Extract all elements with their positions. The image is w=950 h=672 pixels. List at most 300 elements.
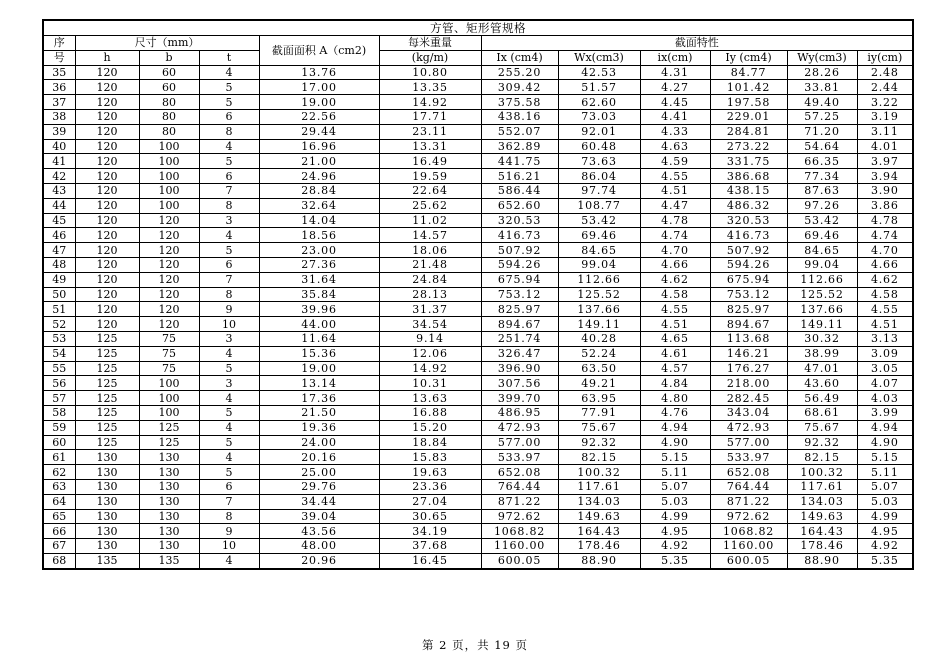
- cell-iy-inertia: 675.94: [710, 272, 787, 287]
- cell-wx: 112.66: [558, 272, 640, 287]
- cell-iy-radius: 2.48: [857, 65, 913, 80]
- cell-wy: 87.63: [787, 183, 857, 198]
- cell-no: 39: [43, 124, 75, 139]
- cell-no: 49: [43, 272, 75, 287]
- cell-ix-radius: 4.62: [640, 272, 710, 287]
- cell-wx: 49.21: [558, 376, 640, 391]
- header-no-top: 序: [43, 36, 75, 51]
- cell-t: 4: [199, 346, 259, 361]
- table-row: [43, 243, 913, 258]
- cell-t: 8: [199, 287, 259, 302]
- cell-iy-inertia: 101.42: [710, 80, 787, 95]
- cell-ix-inertia: 552.07: [481, 124, 558, 139]
- cell-ix-radius: 4.74: [640, 228, 710, 243]
- cell-area: 20.16: [259, 450, 379, 465]
- cell-ix-radius: 4.84: [640, 376, 710, 391]
- cell-weight: 12.06: [379, 346, 481, 361]
- cell-ix-inertia: 516.21: [481, 169, 558, 184]
- cell-iy-radius: 5.07: [857, 479, 913, 494]
- table-row: [43, 154, 913, 169]
- cell-wx: 92.01: [558, 124, 640, 139]
- cell-area: 22.56: [259, 109, 379, 124]
- cell-t: 6: [199, 257, 259, 272]
- cell-ix-radius: 4.99: [640, 509, 710, 524]
- cell-no: 62: [43, 465, 75, 480]
- cell-iy-inertia: 416.73: [710, 228, 787, 243]
- cell-b: 100: [139, 154, 199, 169]
- cell-iy-radius: 4.66: [857, 257, 913, 272]
- cell-wy: 88.90: [787, 553, 857, 568]
- cell-area: 16.96: [259, 139, 379, 154]
- cell-t: 4: [199, 391, 259, 406]
- header-h: h: [75, 50, 139, 65]
- cell-wy: 137.66: [787, 302, 857, 317]
- cell-t: 5: [199, 465, 259, 480]
- header-wy: Wy(cm3): [787, 50, 857, 65]
- cell-iy-radius: 4.78: [857, 213, 913, 228]
- cell-no: 67: [43, 539, 75, 554]
- cell-area: 29.44: [259, 124, 379, 139]
- cell-wy: 57.25: [787, 109, 857, 124]
- cell-h: 120: [75, 317, 139, 332]
- cell-b: 100: [139, 405, 199, 420]
- cell-ix-radius: 4.63: [640, 139, 710, 154]
- table-row: [43, 405, 913, 420]
- cell-no: 36: [43, 80, 75, 95]
- cell-wx: 137.66: [558, 302, 640, 317]
- cell-iy-inertia: 218.00: [710, 376, 787, 391]
- cell-area: 44.00: [259, 317, 379, 332]
- cell-weight: 14.92: [379, 95, 481, 110]
- cell-ix-radius: 4.70: [640, 243, 710, 258]
- cell-b: 100: [139, 169, 199, 184]
- table-title: 方管、矩形管规格: [43, 20, 913, 36]
- cell-iy-inertia: 972.62: [710, 509, 787, 524]
- cell-ix-radius: 4.78: [640, 213, 710, 228]
- cell-ix-inertia: 326.47: [481, 346, 558, 361]
- cell-wx: 88.90: [558, 553, 640, 568]
- cell-t: 5: [199, 435, 259, 450]
- cell-iy-inertia: 577.00: [710, 435, 787, 450]
- cell-area: 34.44: [259, 494, 379, 509]
- cell-weight: 13.63: [379, 391, 481, 406]
- cell-wy: 112.66: [787, 272, 857, 287]
- cell-h: 120: [75, 80, 139, 95]
- cell-h: 120: [75, 198, 139, 213]
- cell-h: 130: [75, 524, 139, 539]
- table-row: [43, 317, 913, 332]
- cell-ix-inertia: 764.44: [481, 479, 558, 494]
- cell-b: 80: [139, 124, 199, 139]
- table-row: [43, 346, 913, 361]
- cell-ix-inertia: 309.42: [481, 80, 558, 95]
- cell-wy: 134.03: [787, 494, 857, 509]
- cell-no: 68: [43, 553, 75, 568]
- header-size-group: 尺寸（mm）: [75, 36, 259, 51]
- cell-t: 5: [199, 95, 259, 110]
- cell-t: 6: [199, 479, 259, 494]
- cell-weight: 34.54: [379, 317, 481, 332]
- cell-no: 66: [43, 524, 75, 539]
- cell-wy: 38.99: [787, 346, 857, 361]
- cell-ix-radius: 4.61: [640, 346, 710, 361]
- cell-ix-radius: 4.92: [640, 539, 710, 554]
- cell-weight: 25.62: [379, 198, 481, 213]
- cell-iy-inertia: 894.67: [710, 317, 787, 332]
- cell-iy-radius: 3.19: [857, 109, 913, 124]
- cell-iy-inertia: 594.26: [710, 257, 787, 272]
- cell-h: 125: [75, 420, 139, 435]
- cell-wy: 97.26: [787, 198, 857, 213]
- cell-wy: 117.61: [787, 479, 857, 494]
- cell-h: 130: [75, 539, 139, 554]
- cell-h: 120: [75, 65, 139, 80]
- cell-no: 58: [43, 405, 75, 420]
- cell-wy: 100.32: [787, 465, 857, 480]
- cell-iy-inertia: 825.97: [710, 302, 787, 317]
- cell-wx: 82.15: [558, 450, 640, 465]
- table-row: [43, 109, 913, 124]
- header-no-bottom: 号: [43, 50, 75, 65]
- cell-wx: 69.46: [558, 228, 640, 243]
- cell-wx: 117.61: [558, 479, 640, 494]
- cell-b: 100: [139, 183, 199, 198]
- page-footer: 第 2 页，共 19 页: [421, 638, 529, 652]
- table-row: [43, 391, 913, 406]
- cell-wx: 149.11: [558, 317, 640, 332]
- cell-ix-inertia: 533.97: [481, 450, 558, 465]
- cell-area: 39.04: [259, 509, 379, 524]
- table-row: [43, 494, 913, 509]
- cell-wy: 178.46: [787, 539, 857, 554]
- cell-no: 38: [43, 109, 75, 124]
- cell-ix-radius: 4.94: [640, 420, 710, 435]
- table-row: [43, 139, 913, 154]
- cell-ix-inertia: 375.58: [481, 95, 558, 110]
- cell-wy: 125.52: [787, 287, 857, 302]
- cell-h: 130: [75, 509, 139, 524]
- cell-wx: 62.60: [558, 95, 640, 110]
- cell-iy-radius: 4.92: [857, 539, 913, 554]
- cell-b: 60: [139, 80, 199, 95]
- cell-h: 130: [75, 494, 139, 509]
- cell-ix-inertia: 416.73: [481, 228, 558, 243]
- cell-iy-radius: 4.51: [857, 317, 913, 332]
- cell-ix-radius: 4.90: [640, 435, 710, 450]
- cell-iy-inertia: 84.77: [710, 65, 787, 80]
- cell-b: 130: [139, 450, 199, 465]
- cell-t: 4: [199, 139, 259, 154]
- cell-no: 43: [43, 183, 75, 198]
- cell-b: 130: [139, 465, 199, 480]
- cell-iy-radius: 4.03: [857, 391, 913, 406]
- cell-no: 37: [43, 95, 75, 110]
- cell-b: 75: [139, 361, 199, 376]
- table-row: [43, 287, 913, 302]
- cell-wy: 43.60: [787, 376, 857, 391]
- cell-no: 57: [43, 391, 75, 406]
- cell-no: 48: [43, 257, 75, 272]
- cell-wx: 77.91: [558, 405, 640, 420]
- cell-t: 5: [199, 361, 259, 376]
- cell-h: 125: [75, 391, 139, 406]
- cell-ix-radius: 4.31: [640, 65, 710, 80]
- table-row: [43, 198, 913, 213]
- cell-area: 17.00: [259, 80, 379, 95]
- cell-wy: 71.20: [787, 124, 857, 139]
- cell-iy-radius: 5.03: [857, 494, 913, 509]
- cell-no: 44: [43, 198, 75, 213]
- cell-wy: 75.67: [787, 420, 857, 435]
- cell-ix-radius: 5.03: [640, 494, 710, 509]
- cell-area: 21.50: [259, 405, 379, 420]
- cell-weight: 11.02: [379, 213, 481, 228]
- cell-wx: 125.52: [558, 287, 640, 302]
- table-row: [43, 169, 913, 184]
- cell-area: 19.00: [259, 361, 379, 376]
- cell-weight: 10.80: [379, 65, 481, 80]
- cell-ix-inertia: 675.94: [481, 272, 558, 287]
- cell-b: 120: [139, 287, 199, 302]
- cell-iy-radius: 3.09: [857, 346, 913, 361]
- cell-iy-inertia: 764.44: [710, 479, 787, 494]
- cell-weight: 19.63: [379, 465, 481, 480]
- cell-h: 120: [75, 272, 139, 287]
- cell-weight: 15.83: [379, 450, 481, 465]
- cell-b: 100: [139, 376, 199, 391]
- cell-ix-radius: 4.27: [640, 80, 710, 95]
- cell-ix-radius: 4.65: [640, 331, 710, 346]
- cell-b: 80: [139, 109, 199, 124]
- cell-area: 27.36: [259, 257, 379, 272]
- cell-wx: 84.65: [558, 243, 640, 258]
- cell-area: 23.00: [259, 243, 379, 258]
- cell-ix-inertia: 894.67: [481, 317, 558, 332]
- cell-h: 125: [75, 331, 139, 346]
- cell-iy-radius: 4.70: [857, 243, 913, 258]
- cell-area: 13.14: [259, 376, 379, 391]
- cell-t: 6: [199, 109, 259, 124]
- cell-ix-radius: 5.07: [640, 479, 710, 494]
- cell-wx: 63.95: [558, 391, 640, 406]
- cell-area: 21.00: [259, 154, 379, 169]
- cell-ix-radius: 5.15: [640, 450, 710, 465]
- cell-iy-radius: 4.95: [857, 524, 913, 539]
- cell-area: 43.56: [259, 524, 379, 539]
- cell-iy-inertia: 197.58: [710, 95, 787, 110]
- cell-ix-radius: 4.57: [640, 361, 710, 376]
- cell-iy-radius: 3.97: [857, 154, 913, 169]
- cell-area: 15.36: [259, 346, 379, 361]
- cell-ix-inertia: 362.89: [481, 139, 558, 154]
- cell-no: 61: [43, 450, 75, 465]
- cell-wx: 53.42: [558, 213, 640, 228]
- cell-weight: 19.59: [379, 169, 481, 184]
- cell-t: 4: [199, 553, 259, 568]
- cell-iy-radius: 3.22: [857, 95, 913, 110]
- cell-no: 59: [43, 420, 75, 435]
- cell-area: 24.96: [259, 169, 379, 184]
- cell-wy: 99.04: [787, 257, 857, 272]
- cell-h: 125: [75, 346, 139, 361]
- cell-no: 47: [43, 243, 75, 258]
- cell-iy-inertia: 282.45: [710, 391, 787, 406]
- cell-weight: 10.31: [379, 376, 481, 391]
- cell-iy-inertia: 486.32: [710, 198, 787, 213]
- cell-wy: 69.46: [787, 228, 857, 243]
- cell-area: 17.36: [259, 391, 379, 406]
- cell-t: 7: [199, 183, 259, 198]
- cell-wx: 73.03: [558, 109, 640, 124]
- cell-t: 7: [199, 272, 259, 287]
- cell-ix-inertia: 251.74: [481, 331, 558, 346]
- cell-weight: 14.92: [379, 361, 481, 376]
- cell-wy: 92.32: [787, 435, 857, 450]
- cell-h: 135: [75, 553, 139, 568]
- cell-area: 18.56: [259, 228, 379, 243]
- cell-wy: 54.64: [787, 139, 857, 154]
- cell-t: 5: [199, 243, 259, 258]
- cell-t: 8: [199, 198, 259, 213]
- cell-weight: 34.19: [379, 524, 481, 539]
- header-t: t: [199, 50, 259, 65]
- cell-wy: 49.40: [787, 95, 857, 110]
- cell-h: 120: [75, 183, 139, 198]
- cell-area: 24.00: [259, 435, 379, 450]
- cell-wx: 92.32: [558, 435, 640, 450]
- cell-ix-inertia: 307.56: [481, 376, 558, 391]
- cell-ix-inertia: 586.44: [481, 183, 558, 198]
- cell-ix-inertia: 871.22: [481, 494, 558, 509]
- cell-ix-radius: 4.80: [640, 391, 710, 406]
- cell-weight: 31.37: [379, 302, 481, 317]
- header-ix-inertia: Ix (cm4): [481, 50, 558, 65]
- cell-weight: 16.45: [379, 553, 481, 568]
- cell-ix-inertia: 438.16: [481, 109, 558, 124]
- cell-iy-inertia: 343.04: [710, 405, 787, 420]
- cell-ix-inertia: 1068.82: [481, 524, 558, 539]
- cell-ix-inertia: 320.53: [481, 213, 558, 228]
- table-row: [43, 435, 913, 450]
- cell-ix-radius: 4.76: [640, 405, 710, 420]
- cell-h: 120: [75, 287, 139, 302]
- cell-t: 8: [199, 509, 259, 524]
- cell-iy-radius: 4.58: [857, 287, 913, 302]
- cell-t: 9: [199, 524, 259, 539]
- table-row: [43, 479, 913, 494]
- cell-no: 35: [43, 65, 75, 80]
- cell-iy-radius: 4.01: [857, 139, 913, 154]
- cell-b: 120: [139, 213, 199, 228]
- cell-weight: 28.13: [379, 287, 481, 302]
- cell-iy-inertia: 507.92: [710, 243, 787, 258]
- cell-h: 120: [75, 95, 139, 110]
- cell-ix-radius: 4.55: [640, 302, 710, 317]
- cell-h: 120: [75, 109, 139, 124]
- cell-iy-radius: 4.99: [857, 509, 913, 524]
- cell-wx: 134.03: [558, 494, 640, 509]
- cell-t: 4: [199, 228, 259, 243]
- cell-b: 60: [139, 65, 199, 80]
- cell-iy-radius: 3.90: [857, 183, 913, 198]
- cell-no: 51: [43, 302, 75, 317]
- cell-t: 5: [199, 80, 259, 95]
- cell-area: 28.84: [259, 183, 379, 198]
- cell-iy-radius: 2.44: [857, 80, 913, 95]
- table-row: [43, 524, 913, 539]
- cell-iy-radius: 4.62: [857, 272, 913, 287]
- cell-no: 42: [43, 169, 75, 184]
- cell-weight: 16.88: [379, 405, 481, 420]
- cell-weight: 24.84: [379, 272, 481, 287]
- cell-h: 120: [75, 139, 139, 154]
- cell-wx: 97.74: [558, 183, 640, 198]
- cell-ix-radius: 5.35: [640, 553, 710, 568]
- cell-weight: 9.14: [379, 331, 481, 346]
- cell-ix-inertia: 507.92: [481, 243, 558, 258]
- cell-h: 120: [75, 243, 139, 258]
- cell-wx: 52.24: [558, 346, 640, 361]
- cell-no: 64: [43, 494, 75, 509]
- cell-area: 25.00: [259, 465, 379, 480]
- cell-wy: 47.01: [787, 361, 857, 376]
- cell-weight: 17.71: [379, 109, 481, 124]
- header-wx: Wx(cm3): [558, 50, 640, 65]
- cell-wx: 99.04: [558, 257, 640, 272]
- table-row: [43, 553, 913, 568]
- cell-ix-inertia: 255.20: [481, 65, 558, 80]
- cell-h: 120: [75, 213, 139, 228]
- cell-iy-inertia: 320.53: [710, 213, 787, 228]
- cell-wx: 100.32: [558, 465, 640, 480]
- cell-no: 52: [43, 317, 75, 332]
- cell-ix-inertia: 753.12: [481, 287, 558, 302]
- cell-h: 120: [75, 302, 139, 317]
- cell-h: 125: [75, 435, 139, 450]
- cell-t: 7: [199, 494, 259, 509]
- cell-wx: 75.67: [558, 420, 640, 435]
- cell-h: 130: [75, 479, 139, 494]
- table-row: [43, 257, 913, 272]
- cell-ix-inertia: 399.70: [481, 391, 558, 406]
- cell-ix-radius: 4.41: [640, 109, 710, 124]
- table-row: [43, 272, 913, 287]
- cell-b: 130: [139, 479, 199, 494]
- cell-ix-inertia: 1160.00: [481, 539, 558, 554]
- cell-t: 9: [199, 302, 259, 317]
- cell-b: 130: [139, 524, 199, 539]
- header-weight-top: 每米重量: [379, 36, 481, 51]
- table-row: [43, 302, 913, 317]
- cell-no: 63: [43, 479, 75, 494]
- cell-b: 75: [139, 346, 199, 361]
- cell-b: 130: [139, 509, 199, 524]
- cell-ix-radius: 5.11: [640, 465, 710, 480]
- cell-b: 120: [139, 302, 199, 317]
- cell-b: 120: [139, 228, 199, 243]
- cell-wx: 73.63: [558, 154, 640, 169]
- cell-weight: 18.84: [379, 435, 481, 450]
- cell-wy: 28.26: [787, 65, 857, 80]
- cell-ix-inertia: 396.90: [481, 361, 558, 376]
- cell-ix-radius: 4.47: [640, 198, 710, 213]
- cell-iy-inertia: 652.08: [710, 465, 787, 480]
- cell-weight: 13.31: [379, 139, 481, 154]
- cell-iy-radius: 5.35: [857, 553, 913, 568]
- cell-b: 135: [139, 553, 199, 568]
- cell-weight: 21.48: [379, 257, 481, 272]
- cell-iy-inertia: 438.15: [710, 183, 787, 198]
